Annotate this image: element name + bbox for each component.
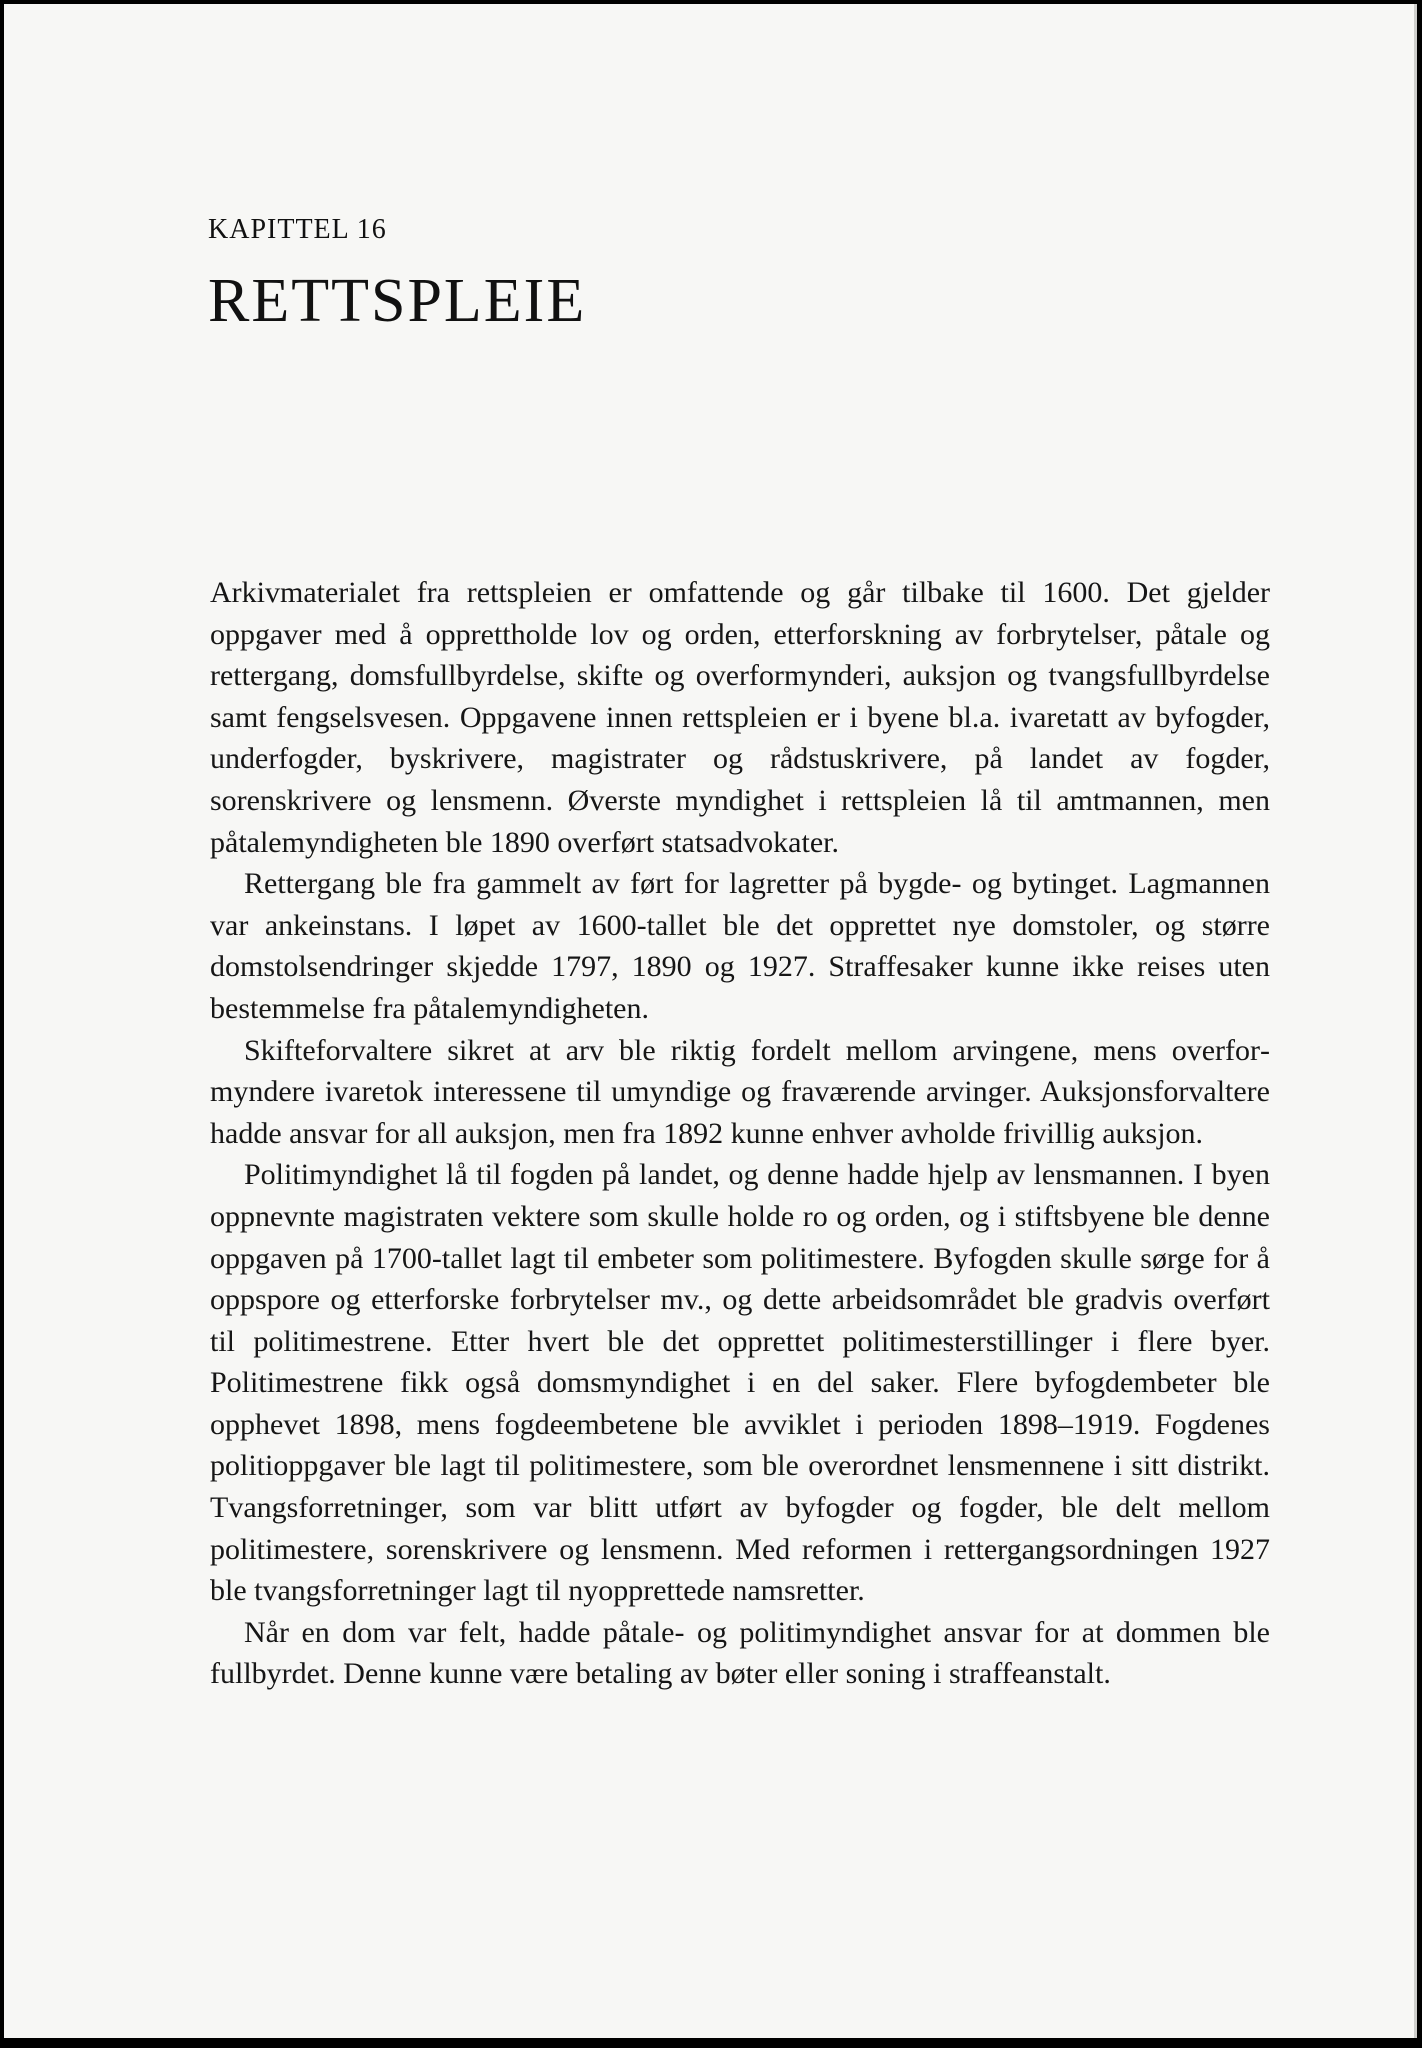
paragraph: Rettergang ble fra gammelt av ført for lagretter på bygde- og bytinget. Lagmannen var ankeinstans. I løpet av 1600-tallet ble det opprettet nye domstoler, og større domstolsendringer skjedde 1797, 1890 og 1927. Straffesaker kunne ikke reises uten bestemmelse fra påtalemyndigheten. xyxy=(210,867,1270,1025)
body-text xyxy=(210,572,1270,1695)
document-page xyxy=(4,4,1417,2038)
paragraph: Når en dom var felt, hadde påtale- og politimyndighet ansvar for at dommen ble fullbyrdet. Denne kunne være betaling av bøter eller soning i straffeanstalt. xyxy=(210,1615,1270,1691)
paragraph: Skifteforvaltere sikret at arv ble riktig fordelt mellom arvingene, mens overformyndere ivaretok interessene til umyndige og fraværende arvinger. Auksjonsforvaltere hadde ansvar for all auksjon, men fra 1892 kunne enhver avholde frivillig auksjon. xyxy=(210,1033,1270,1150)
chapter-label: KAPITTEL 16 xyxy=(208,214,387,245)
paragraph: Politimyndighet lå til fogden på landet, og denne hadde hjelp av lensmannen. I byen oppnevnte magistraten vektere som skulle holde ro og orden, og i stiftsbyene ble denne oppgaven på 1700-tallet lagt til embeter som politimestere. Byfogden skulle sørge for å oppspore og etterforske forbrytelser mv., og dette arbeidsområdet ble gradvis overført til politimestrene. Etter hvert ble det opprettet politimesterstillinger i flere byer. Politimestrene fikk også domsmyndighet i en del saker. Flere byfogdembeter ble opphevet 1898, mens fogdeembetene ble avviklet i perioden 1898–1919. Fogdenes politioppgaver ble lagt til politimestere, som ble overordnet lensmennene i sitt distrikt. Tvangsforretninger, som var blitt utført av byfogder og fogder, ble delt mellom politimestere, sorenskrivere og lensmenn. Med reformen i rettergangsordningen 1927 ble tvangsforretninger lagt til nyopprettede namsretter. xyxy=(210,1158,1270,1608)
paragraph: Arkivmaterialet fra rettspleien er omfattende og går tilbake til 1600. Det gjelder oppgaver med å opprettholde lov og orden, etterforskning av forbrytelser, påtale og rettergang, domsfullbyrdelse, skifte og overformynderi, auksjon og tvangsfullbyrdelse samt fengselsvesen. Oppgavene innen rettspleien er i byene bl.a. ivaretatt av byfogder, underfogder, byskrivere, magistrater og rådstuskrivere, på landet av fogder, sorenskrivere og lensmenn. Øverste myndighet i rettspleien lå til amtmannen, men påtalemyndigheten ble 1890 overført statsadvokater. xyxy=(210,576,1270,859)
chapter-title: RETTSPLEIE xyxy=(208,267,587,335)
